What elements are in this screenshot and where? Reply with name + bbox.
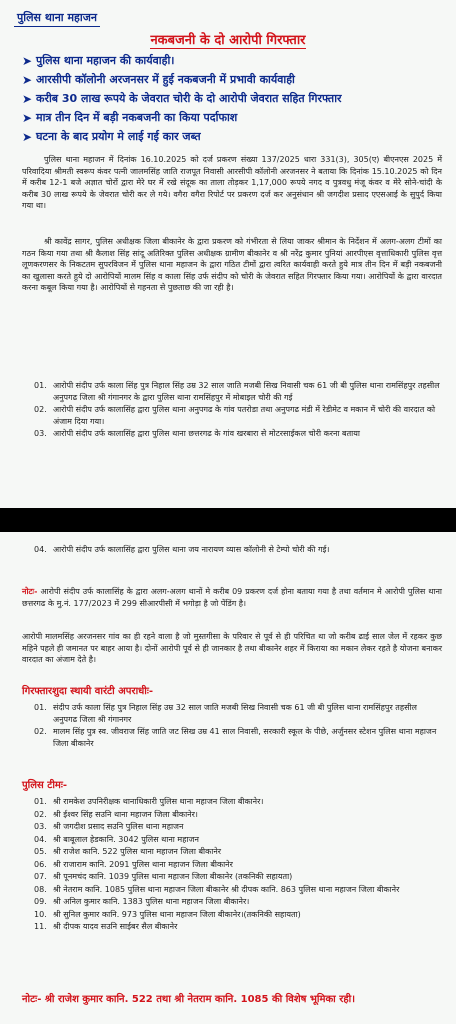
- news-title: [0, 30, 456, 48]
- team-member: [34, 809, 442, 821]
- highlight-item: [22, 52, 452, 71]
- highlight-item: [22, 90, 452, 109]
- arrow-bullet-icon: ➤: [22, 92, 33, 106]
- team-member-text: श्री नेतराम कानि. 1085 पुलिस थाना महाजन जिला बीकानेर श्री दीपक कानि. 863 पुलिस थाना महाजन जिला बीकानेर: [53, 884, 400, 894]
- note-text: आरोपी संदीप उर्फ कालासिंह के द्वारा अलग-अलग थानों मे करीब 09 प्रकरण दर्ज होना बताया गया है तथा वर्तमान मे आरोपी पुलिस थाना छत्तरगढ के मु.नं. 177/2023 में 299 सीआरपीसी में भगोड़ा है जो पेंडिंग है।: [22, 587, 442, 608]
- warrant-item-number: 02.: [34, 727, 47, 736]
- highlight-item: [22, 109, 452, 128]
- crime-history-list: [34, 380, 442, 441]
- team-member-text: श्री ईश्वर सिंह सउनि थाना महाजन जिला बीकानेर।: [53, 809, 198, 819]
- note-paragraph: [22, 586, 442, 609]
- team-member-number: 10.: [34, 909, 47, 919]
- team-member-number: 02.: [34, 809, 47, 819]
- team-member-text: श्री दीपक यादव सउनि साईबर सैल बीकानेर: [53, 922, 178, 931]
- team-member-text: श्री पूनमचंद कानि. 1039 पुलिस थाना महाजन जिला बीकानेर (तकनिकी सहायता): [53, 872, 293, 881]
- team-heading: पुलिस टीमः-: [22, 780, 68, 791]
- black-separator: [0, 508, 456, 532]
- team-member-number: 07.: [34, 872, 47, 881]
- crime-item-number: 04.: [34, 545, 47, 554]
- team-member-text: श्री बाबूलाल हेडकानि. 3042 पुलिस थाना महाजन: [53, 834, 199, 844]
- case-paragraph: पुलिस थाना महाजन में दिनांक 16.10.2025 को दर्ज प्रकरण संख्या 137/2025 धारा 331(3), 305(ए) बीएनएस 2025 में परिवादिया श्रीमती स्वरूप कंवर पत्नी जालमसिंह जाति राजपूत निवासी आरसीपी कॉलोनी अरजनसर ने बताया कि दिनांक 15.10.2025 को दिन में करीब 12-1 बजे अज्ञात चोरों द्वारा मेरे घर में रखे संदूक का ताला तोड़कर 1,17,000 रूपये नगद व पुत्रवधु मंजू कंवर व मेरे सोने-चांदी के करीब 30 लाख रूपये के जेवरात चोरी कर ले गये। वगैरा वगैरा रिपोर्ट पर प्रकरण दर्ज कर अनुसंधान श्री जगदीश प्रसाद एएसआई के सुपुर्द किया गया था।: [22, 155, 442, 210]
- team-member-text: श्री राजेश कानि. 522 पुलिस थाना महाजन जिला बीकानेर: [53, 847, 222, 856]
- highlight-text: घटना के बाद प्रयोग मे लाई गई कार जब्त: [36, 130, 201, 143]
- team-member-number: 11.: [34, 922, 47, 931]
- crime-item-text: आरोपी संदीप उर्फ कालासिंह द्वारा पुलिस थाना छत्तरगढ के गांव खरबारा से मोटरसाईकल चोरी करना बताया: [53, 429, 360, 438]
- team-member: [34, 884, 442, 896]
- crime-item-number: 01.: [34, 381, 47, 390]
- highlight-text: पुलिस थाना महाजन की कार्यवाही।: [36, 54, 175, 67]
- arrow-bullet-icon: ➤: [22, 54, 33, 68]
- crime-item-text: आरोपी संदीप उर्फ कालासिंह द्वारा पुलिस थाना जय नारायण व्यास कॉलोनी से टेम्पो चोरी की गई।: [53, 545, 330, 554]
- warrant-item: [34, 702, 442, 725]
- highlights-list: [22, 52, 452, 147]
- team-member-number: 05.: [34, 847, 47, 856]
- team-member: [34, 796, 442, 808]
- team-member-number: 09.: [34, 897, 47, 906]
- crime-item: [34, 404, 442, 427]
- arrow-bullet-icon: ➤: [22, 73, 33, 87]
- accused-background-paragraph: आरोपी मालमसिंह अरजनसर गांव का ही रहने वाला है जो मुस्तगीसा के परिवार से पूर्व से ही परिचित था जो करीब ढाई साल जेल में रहकर कुछ महिने पहले ही जमानत पर बाहर आया है। दोनों आरोपी पूर्व से ही जानकार है तथा बीकानेर शहर में किराया का मकान लेकर रहते है योजना बनाकर वारदात का अंजाम देते है।: [22, 632, 442, 664]
- team-member-number: 04.: [34, 834, 47, 844]
- warrant-item: [34, 726, 442, 749]
- team-member-text: श्री राजाराम कानि. 2091 पुलिस थाना महाजन जिला बीकानेर: [53, 859, 233, 869]
- arrow-bullet-icon: ➤: [22, 130, 33, 144]
- team-member-text: श्री सुनिल कुमार कानि. 973 पुलिस थाना महाजन जिला बीकानेर।(तकनिकी सहायता): [53, 909, 301, 919]
- warrant-list: [34, 702, 442, 750]
- document-section-top: [0, 0, 456, 508]
- team-member: [34, 921, 442, 933]
- note-label: नोटः-: [22, 587, 38, 596]
- team-list: [34, 796, 442, 934]
- crime-history-list-continued: [34, 544, 442, 557]
- team-member-number: 06.: [34, 859, 47, 869]
- team-member: [34, 834, 442, 846]
- warrant-item-number: 01.: [34, 703, 47, 712]
- crime-item-number: 02.: [34, 405, 47, 414]
- crime-item: [34, 544, 442, 556]
- crime-item-number: 03.: [34, 429, 47, 438]
- warrant-item-text: संदीप उर्फ काला सिंह पुत्र निहाल सिंह उम्र 32 साल जाति मजबी सिख निवासी चक 61 जी बी पुलिस थाना रामसिंहपुर तहसील अनुपगढ जिला श्री गंगानगर: [53, 703, 417, 724]
- arrest-paragraph: श्री कावेंद्र सागर, पुलिस अधीक्षक जिला बीकानेर के द्वारा प्रकरण को गंभीरता से लिया जाकर श्रीमान के निर्देशन में अलग-अलग टीमों का गठन किया गया तथा श्री कैलाश सिंह सांदू अतिरिक्त पुलिस अधीक्षक ग्रामीण बीकानेर व श्री नरेंद्र कुमार पुनियां आरपीएस वृत्ताधिकारी पुलिस वृत्त लूणकरणसर के निकटतम सुपरविजन में पुलिस थाना महाजन के द्वारा गठित टीमों द्वारा त्वरित कार्यवाही करते हुये मात्र तीन दिन में बड़ी नकबजनी का खुलासा करते हुये दो आरोपियों मालम सिंह व काला सिंह उर्फ संदीप को चोरी के जेवरात सहित गिरफ्तार किया गया। आरोपियों के द्वारा वारदात करना कबूल किया गया है। आरोपियों से गहनता से पुछताछ की जा रही है।: [22, 237, 442, 292]
- arrow-bullet-icon: ➤: [22, 111, 33, 125]
- team-member-text: श्री जगदीश प्रसाद सउनि पुलिस थाना महाजन: [53, 822, 184, 831]
- highlight-text: मात्र तीन दिन में बड़ी नकबजनी का किया पर्दाफाश: [36, 111, 238, 124]
- news-title-text: नकबजनी के दो आरोपी गिरफ्तार: [150, 33, 306, 48]
- team-member: [34, 859, 442, 871]
- team-member: [34, 871, 442, 883]
- team-member-number: 03.: [34, 822, 47, 831]
- highlight-text: आरसीपी कॉलोनी अरजनसर में हुई नकबजनी में प्रभावी कार्यवाही: [36, 73, 295, 86]
- highlight-item: [22, 128, 452, 147]
- team-member-text: श्री रामकेश उपनिरीक्षक थानाधिकारी पुलिस थाना महाजन जिला बीकानेर।: [53, 797, 264, 806]
- warrant-heading: गिरफ्तारशुदा स्थायी वारंटी अपराधीः-: [22, 686, 154, 697]
- crime-item: [34, 380, 442, 403]
- team-member-text: श्री अनिल कुमार कानि. 1383 पुलिस थाना महाजन जिला बीकानेर।: [53, 897, 250, 906]
- crime-item-text: आरोपी संदीप उर्फ कालासिंह द्वारा पुलिस थाना अनुपगढ के गांव पतरोडा तथा अनुपगढ मंडी में रेडीमेट व मकान में चोरी की वारदात को अंजाम दिया गया।: [53, 405, 436, 426]
- team-member: [34, 909, 442, 921]
- special-role-note: नोटः- श्री राजेश कुमार कानि. 522 तथा श्री नेतराम कानि. 1085 की विशेष भूमिका रही।: [22, 994, 356, 1005]
- crime-item-text: आरोपी संदीप उर्फ काला सिंह पुत्र निहाल सिंह उम्र 32 साल जाति मजबी सिख निवासी चक 61 जी बी पुलिस थाना रामसिंहपुर तहसील अनुपगढ जिला श्री गंगानगर के द्वारा पुलिस थाना रामसिंहपुर में मोबाइल चोरी की गई: [53, 381, 440, 402]
- team-member-number: 01.: [34, 797, 47, 806]
- highlight-text: करीब 30 लाख रूपये के जेवरात चोरी के दो आरोपी जेवरात सहित गिरफ्तार: [36, 92, 342, 105]
- team-member: [34, 896, 442, 908]
- warrant-item-text: मालम सिंह पुत्र स्व. जीवराज सिंह जाति जट सिख उम्र 41 साल निवासी, सरकारी स्कूल के पीछे, अर्जुनसर स्टेशन पुलिस थाना महाजन जिला बीकानेर: [53, 727, 437, 748]
- team-member-number: 08.: [34, 884, 47, 894]
- crime-item: [34, 428, 442, 440]
- document-section-bottom: [0, 532, 456, 1024]
- station-header: पुलिस थाना महाजन: [14, 10, 100, 27]
- team-member: [34, 846, 442, 858]
- team-member: [34, 821, 442, 833]
- highlight-item: [22, 71, 452, 90]
